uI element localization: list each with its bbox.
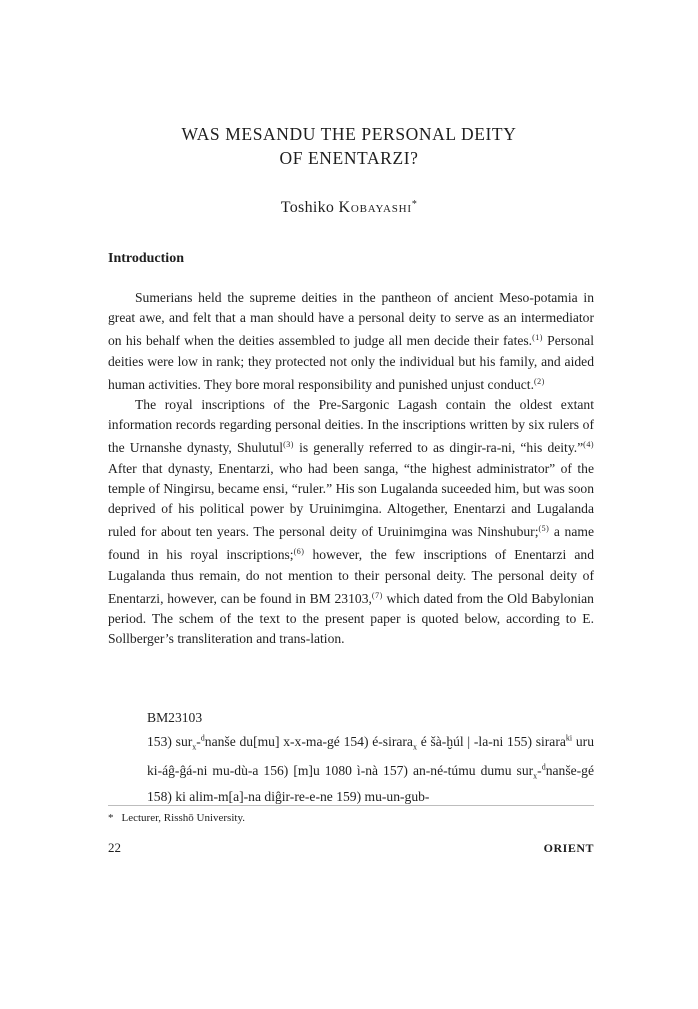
title-line-2: OF ENENTARZI? (279, 148, 419, 168)
title-line-1: WAS MESANDU THE PERSONAL DEITY (181, 124, 517, 144)
translit-part: nanše-gé 158) ki alim-m[a]-na diĝir-re-e-ne 159) mu-un-gub- (147, 763, 594, 805)
paragraph-2-text-e: however, the few inscriptions of Enentarzi and Lugalanda thus remain, do not mention to their personal deity. The personal deity of Enentarzi, however, can be found in BM 23103, (108, 547, 594, 606)
footnote-ref-3[interactable]: (3) (283, 440, 294, 450)
author-given-name: Toshiko (280, 199, 335, 216)
article-title (0, 122, 698, 170)
paragraph-1-text-b: Personal deities were low in rank; they protected not only the individual but his family, and aided human activities. They bore moral responsibility and punished unjust conduct. (108, 333, 594, 392)
paragraph-2-text-d: a name found in his royal inscriptions; (108, 524, 594, 563)
footnote-text: Lecturer, Risshō University. (121, 812, 245, 824)
translit-part: é šà-ḫúl | -la-ni 155) sirara (416, 733, 566, 749)
translit-dash: - (537, 763, 542, 779)
body-text (108, 288, 594, 649)
translit-part: 153) sur (147, 733, 193, 749)
transliteration-block (147, 708, 594, 807)
author-footnote-mark: * (411, 199, 418, 210)
paragraph-1-text-a: Sumerians held the supreme deities in the pantheon of ancient Meso-potamia in great awe, and felt that a man should have a personal deity to serve as an intermediator on his behalf when the deities assembled to judge all men decide their fates. (108, 290, 594, 349)
footnote-ref-4[interactable]: (4) (583, 440, 594, 450)
footnote (108, 812, 245, 824)
translit-part: nanše du[mu] x-x-ma-gé 154) é-sirara (204, 733, 413, 749)
translit-sup: d (200, 733, 205, 743)
footnote-mark: * (108, 812, 114, 824)
footnote-ref-7[interactable]: (7) (371, 590, 383, 600)
translit-sup: d (541, 762, 546, 772)
footnote-ref-5[interactable]: (5) (538, 524, 550, 534)
translit-sub: x (533, 771, 538, 781)
page-number: 22 (108, 840, 121, 855)
translit-part: uru ki-áĝ-ĝá-ni mu-dù-a 156) [m]u 1080 ì-nà 157) an-né-túmu dumu sur (147, 733, 594, 779)
author-family-name: Kobayashi (338, 199, 412, 216)
footnote-ref-1[interactable]: (1) (532, 333, 543, 343)
journal-name: ORIENT (543, 841, 594, 855)
translit-sub: x (412, 742, 417, 752)
translit-dash: - (196, 733, 201, 749)
author-line (0, 199, 698, 217)
transliteration-text (147, 734, 594, 804)
footnote-ref-2[interactable]: (2) (534, 376, 545, 386)
paragraph-2 (108, 395, 594, 649)
paragraph-2-text-c: After that dynasty, Enentarzi, who had been sanga, “the highest administrator” of the temple of Ningirsu, became ensi, “ruler.” His son Lugalanda suceeded him, but was soon deprived of his political power by Uruinimgina. Altogether, Enentarzi and Lugalanda ruled for about ten years. The personal deity of Uruinimgina was Ninshubur; (108, 460, 594, 540)
section-heading: Introduction (108, 251, 184, 266)
translit-sup: ki (565, 733, 573, 743)
paragraph-2-text-a: The royal inscriptions of the Pre-Sargonic Lagash contain the oldest extant information records regarding personal deities. In the inscriptions written by six rulers of the Urnanshe dynasty, Shulutul (108, 397, 594, 456)
footnote-divider (108, 805, 594, 806)
paragraph-2-text-f: which dated from the Old Babylonian period. The schem of the text to the present paper is quoted below, according to E. Sollberger’s transliteration and trans-lation. (108, 590, 594, 647)
translit-sub: x (192, 742, 197, 752)
tablet-label: BM23103 (147, 710, 203, 725)
paragraph-1 (108, 288, 594, 395)
paragraph-2-text-b: is generally referred to as dingir-ra-ni, “his deity.” (293, 440, 584, 456)
footnote-ref-6[interactable]: (6) (293, 547, 305, 557)
